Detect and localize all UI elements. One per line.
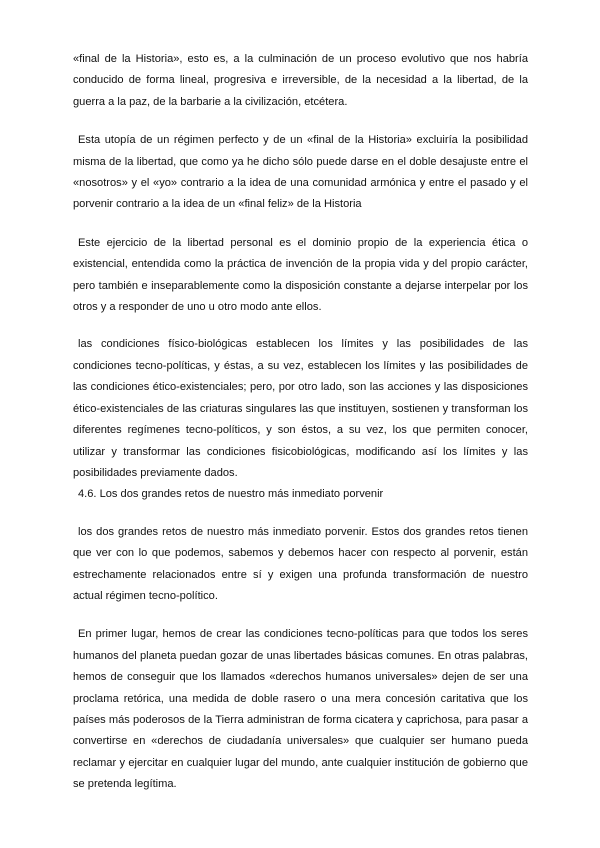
section-heading: 4.6. Los dos grandes retos de nuestro más inmediato porvenir [78,488,384,501]
paragraph-4: las condiciones físico-biológicas establecen los límites y las posibilidades de las condiciones tecno-políticas, y éstas, a su vez, establecen los límites y las posibilidades de las condiciones ético-existenciales; pero, por otro lado, son las acciones y las disposiciones ético-existenciales de las criaturas singulares las que instituyen, sostienen y transforman los diferentes regímenes tecno-políticos, y son éstos, a su vez, los que permiten conocer, utilizar y transformar las condiciones fisicobiológicas, modificando así los límites y las posibilidades previamente dados. [73,338,528,479]
paragraph-5: los dos grandes retos de nuestro más inmediato porvenir. Estos dos grandes retos tienen que ver con lo que podemos, sabemos y debemos hacer con respecto al porvenir, están estrechamente relacionados entre sí y exigen una profunda transformación de nuestro actual régimen tecno-político. [73,525,528,602]
paragraph-2: Esta utopía de un régimen perfecto y de un «final de la Historia» excluiría la posibilidad misma de la libertad, que como ya he dicho sólo puede darse en el doble desajuste entre el «nosotros» y el «yo» contrario a la idea de una comunidad armónica y entre el pasado y el porvenir contrario a la idea de un «final feliz» de la Historia [73,134,528,211]
paragraph-3: Este ejercicio de la libertad personal es el dominio propio de la experiencia ética o existencial, entendida como la práctica de invención de la propia vida y del propio carácter, pero también e inseparablemente como la disposición constante a dejarse interpelar por los otros y a responder de uno u otro modo ante ellos. [73,236,528,314]
document-page [73,49,528,796]
paragraph-6: En primer lugar, hemos de crear las condiciones tecno-políticas para que todos los seres humanos del planeta puedan gozar de unas libertades básicas comunes. En otras palabras, hemos de conseguir que los llamados «derechos humanos universales» dejen de ser una proclama retórica, una medida de doble rasero o una mera concesión caritativa que los países más poderosos de la Tierra administran de forma cicatera y caprichosa, para pasar a convertirse en «derechos de ciudadanía universales» que cualquier ser humano pueda reclamar y ejercitar en cualquier lugar del mundo, ante cualquier institución de gobierno que se pretenda legítima. [73,628,528,791]
paragraph-1: «final de la Historia», esto es, a la culminación de un proceso evolutivo que nos habría conducido de forma lineal, progresiva e irreversible, de la necesidad a la libertad, de la guerra a la paz, de la barbarie a la civilización, etcétera. [73,53,528,108]
